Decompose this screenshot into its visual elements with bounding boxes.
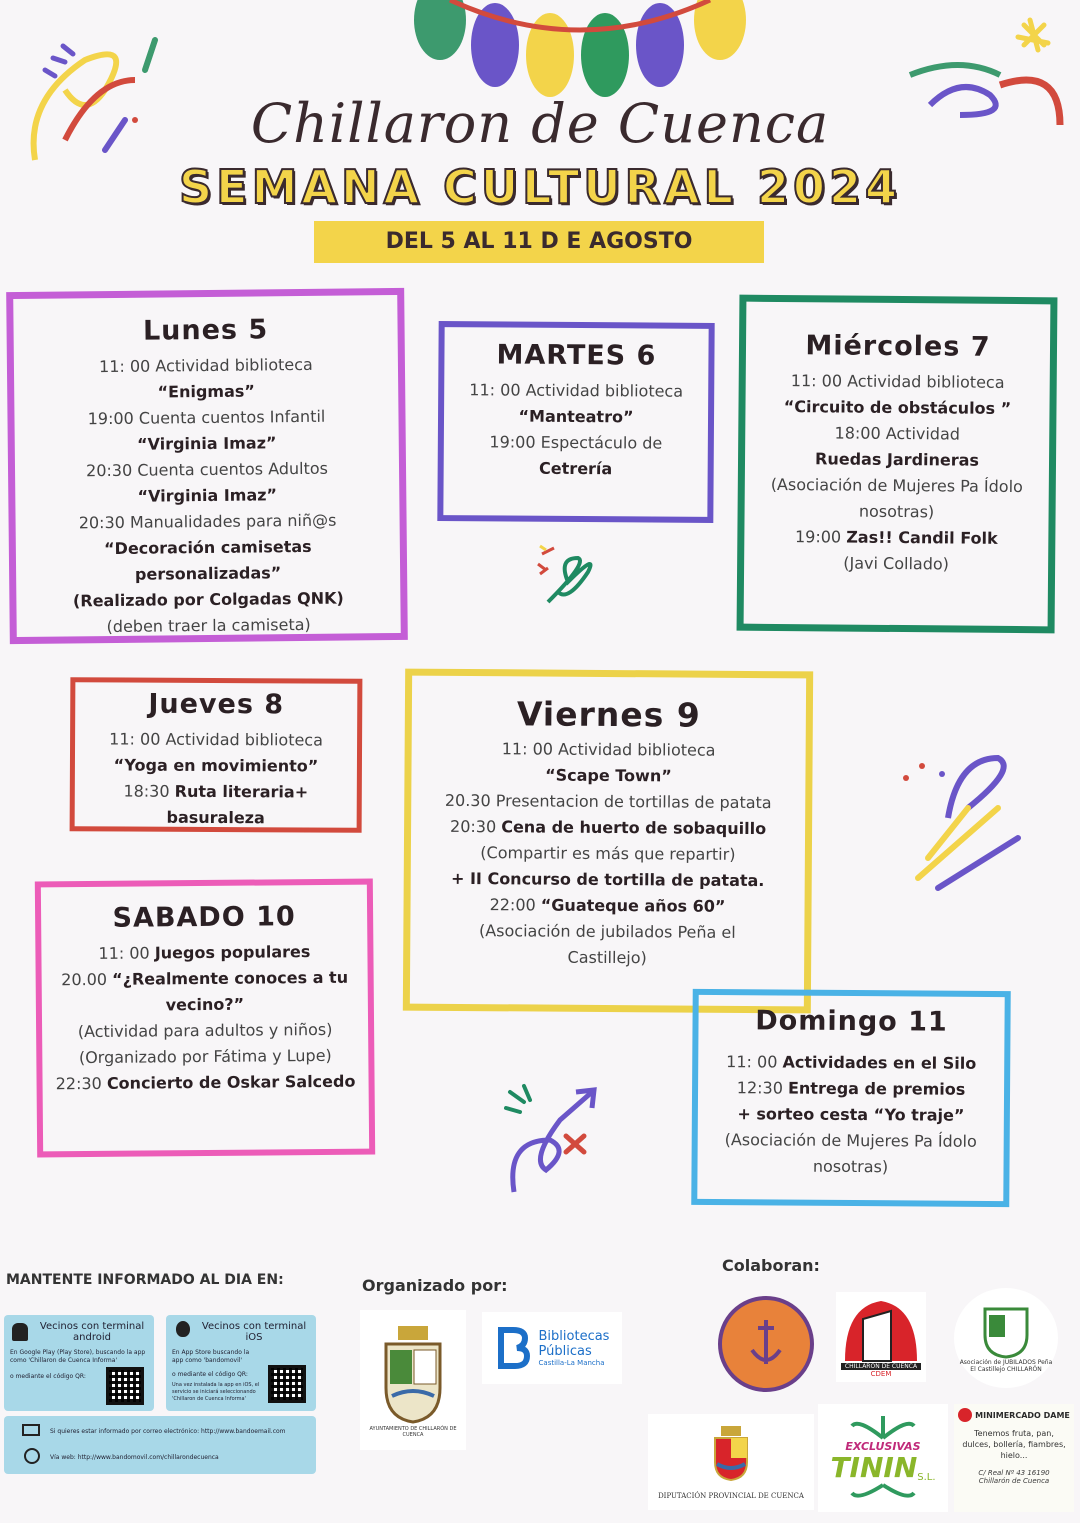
ios-qr-label: o mediante el código QR: [172, 1371, 248, 1378]
event-line: (Compartir es más que repartir) [480, 843, 736, 864]
event-line: 18:00 Actividad [834, 423, 961, 444]
event-line: “Scape Town” [545, 765, 672, 786]
cdem-building-icon [841, 1297, 921, 1363]
event-line: 12:30 Entrega de premios [736, 1078, 966, 1099]
day-title: MARTES 6 [496, 339, 657, 372]
event-line: 11: 00 Actividad biblioteca [501, 739, 716, 760]
minimercado-title: MINIMERCADO DAME [975, 1410, 1070, 1420]
event-line: (Organizado por Fátima y Lupe) [78, 1045, 332, 1068]
android-qr-label: o mediante el código QR: [10, 1373, 86, 1380]
event-line: (Asociación de Mujeres Pa Ídolo [770, 474, 1023, 497]
apple-icon [176, 1321, 190, 1337]
arrow-decoration [500, 1080, 604, 1200]
event-line: 11: 00 Actividades en el Silo [726, 1052, 977, 1073]
town-title: Chillaron de Cuenca [250, 92, 830, 155]
event-line: nosotras) [858, 501, 935, 522]
diputacion-shield-icon [711, 1424, 751, 1482]
day-card-viernes [403, 669, 813, 1014]
event-line: (Asociación de jubilados Peña el [478, 921, 736, 942]
ayuntamiento-logo [360, 1310, 466, 1450]
tinin-logo [818, 1404, 948, 1512]
confetti-right-decoration [898, 748, 1028, 898]
event-line: (Asociación de Mujeres Pa Ídolo [724, 1130, 977, 1151]
event-line: 19:00 Zas!! Candil Folk [794, 527, 998, 548]
ios-text: En App Store buscando la app como 'bandomovil' [172, 1349, 250, 1364]
day-card-jueves [70, 677, 363, 833]
anchor-icon [722, 1300, 810, 1388]
day-title: Lunes 5 [142, 314, 269, 347]
ios-note: Una vez instalada la app en iOS, el servicio se iniciará seleccionando 'Chillaron de Cuenca Informa' [172, 1382, 260, 1402]
event-line: 20.30 Presentacion de tortillas de patata [444, 790, 772, 813]
event-line: 22:00 “Guateque años 60” [489, 895, 726, 916]
cdem-label: CHILLARON DE CUENCA [841, 1363, 921, 1370]
cdem-sub: CDEM [870, 1369, 892, 1378]
email-text[interactable]: Si quieres estar informado por correo electrónico: http://www.bandoemail.com [50, 1428, 286, 1435]
event-line: nosotras) [812, 1156, 889, 1177]
event-title: SEMANA CULTURAL 2024 [179, 160, 901, 214]
tinin-line2: TININ [830, 1450, 918, 1484]
day-title: Viernes 9 [516, 694, 701, 735]
ios-info-card [166, 1315, 316, 1411]
event-line: 11: 00 Actividad biblioteca [98, 354, 313, 377]
event-line: “Manteatro” [518, 406, 634, 427]
ios-title: Vecinos con terminal iOS [201, 1321, 307, 1343]
day-card-miercoles [737, 295, 1058, 634]
event-line: (Javi Collado) [843, 553, 950, 574]
event-line: 20:30 Cuenta cuentos Adultos [86, 458, 329, 481]
event-line: 20.00 “¿Realmente conoces a tu [61, 967, 349, 990]
bibliotecas-logo [482, 1312, 622, 1384]
jubilados-shield-icon [981, 1303, 1031, 1359]
diputacion-logo [648, 1414, 814, 1510]
event-line: Castillejo) [567, 947, 647, 968]
bibliotecas-line1: Bibliotecas [538, 1329, 610, 1344]
day-title: Miércoles 7 [805, 330, 991, 363]
day-card-lunes [6, 288, 408, 644]
bibliotecas-line3: Castilla-La Mancha [538, 1359, 605, 1367]
apple-fruit-icon [958, 1408, 972, 1422]
minimercado-logo [954, 1404, 1074, 1512]
tinin-sl: S.L. [917, 1471, 936, 1483]
web-text[interactable]: Vía web: http://www.bandomovil.com/chillarondecuenca [50, 1454, 219, 1461]
tinin-line1: EXCLUSIVAS [845, 1439, 921, 1453]
email-web-card [4, 1416, 316, 1474]
informed-label: MANTENTE INFORMADO AL DIA EN: [6, 1272, 284, 1288]
cdem-logo [836, 1292, 926, 1382]
email-icon [22, 1424, 40, 1436]
day-title: Domingo 11 [755, 1005, 948, 1038]
android-info-card [4, 1315, 154, 1411]
event-line: “Circuito de obstáculos ” [783, 397, 1012, 418]
event-line: 20:30 Cena de huerto de sobaquillo [449, 816, 767, 839]
event-line: 19:00 Cuenta cuentos Infantil [87, 406, 326, 429]
globe-icon [24, 1448, 40, 1464]
event-line: “Virginia Imaz” [137, 485, 278, 506]
event-line: (Realizado por Colgadas QNK) [72, 588, 344, 611]
android-qr-code[interactable] [106, 1367, 144, 1405]
minimercado-address: C/ Real Nº 43 16190 Chillarón de Cuenca [978, 1469, 1050, 1485]
event-line: 19:00 Espectáculo de [489, 432, 663, 453]
event-line: “Decoración camisetas [103, 536, 312, 559]
event-line: 11: 00 Juegos populares [98, 942, 311, 963]
organized-label: Organizado por: [362, 1276, 508, 1295]
ios-qr-code[interactable] [268, 1365, 306, 1403]
event-line: (Actividad para adultos y niños) [77, 1019, 333, 1042]
day-title: Jueves 8 [148, 688, 285, 721]
android-text: En Google Play (Play Store), buscando la app como 'Chillaron de Cuenca Informa' [10, 1349, 146, 1364]
collab-label: Colaboran: [722, 1256, 820, 1275]
event-line: 22:30 Concierto de Oskar Salcedo [55, 1071, 356, 1094]
event-line: 20:30 Manualidades para niñ@s [78, 510, 337, 533]
ayuntamiento-label: AYUNTAMIENTO DE CHILLARÓN DE CUENCA [369, 1426, 457, 1438]
bibliotecas-line2: Públicas [538, 1344, 592, 1359]
minimercado-text: Tenemos fruta, pan, dulces, bollería, fiambres, hielo... [962, 1429, 1066, 1460]
day-card-sabado [35, 879, 375, 1158]
jubilados-logo [954, 1288, 1058, 1388]
diputacion-label: DIPUTACIÓN PROVINCIAL DE CUENCA [658, 1492, 804, 1500]
event-line: “Virginia Imaz” [136, 433, 277, 454]
day-card-martes [437, 321, 714, 523]
dates-banner: DEL 5 AL 11 D E AGOSTO [314, 221, 764, 263]
event-line: “Enigmas” [157, 381, 255, 402]
event-line: “Yoga en movimiento” [113, 755, 319, 776]
coat-of-arms-icon [378, 1322, 448, 1426]
jubilados-label: Asociación de JUBILADOS Peña El Castillejo CHILLARÓN [959, 1359, 1053, 1373]
bibliotecas-icon [495, 1326, 533, 1370]
event-line: Cetrería [539, 458, 613, 479]
event-line: + II Concurso de tortilla de patata. [450, 868, 765, 891]
palm-base-icon [848, 1483, 918, 1503]
event-line: personalizadas” [134, 563, 282, 584]
spring-decoration [528, 542, 604, 616]
palm-leaf-icon [848, 1414, 918, 1440]
event-line: vecino?” [165, 994, 245, 1015]
day-card-domingo [691, 989, 1011, 1207]
event-line: 11: 00 Actividad biblioteca [109, 729, 323, 750]
event-line: 11: 00 Actividad biblioteca [469, 380, 684, 401]
colgadas-logo [718, 1296, 814, 1392]
event-line: (deben traer la camiseta) [106, 614, 311, 637]
event-line: Ruedas Jardineras [814, 449, 980, 470]
event-line: + sorteo cesta “Yo traje” [737, 1104, 965, 1125]
android-title: Vecinos con terminal android [39, 1321, 145, 1343]
event-line: 11: 00 Actividad biblioteca [790, 371, 1005, 392]
event-line: 18:30 Ruta literaria+ basuraleza [123, 781, 309, 828]
android-icon [12, 1323, 28, 1341]
garland-decoration [400, 0, 760, 100]
day-title: SABADO 10 [112, 901, 296, 934]
